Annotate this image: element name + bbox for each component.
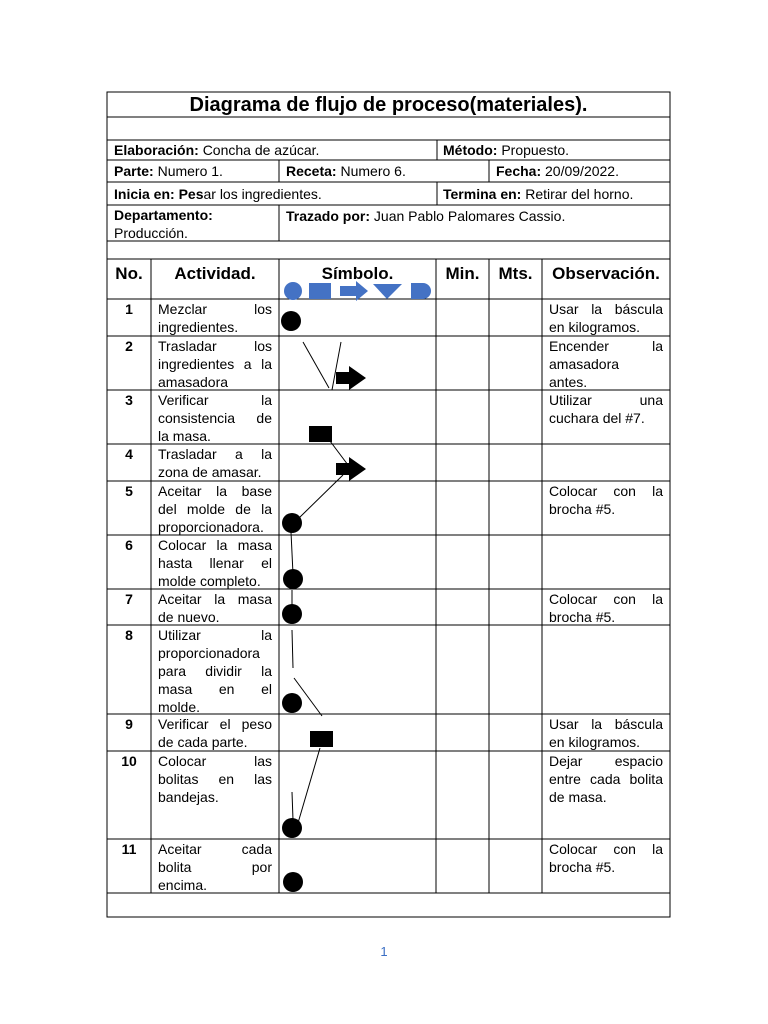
observation-cell (549, 590, 663, 626)
row-number: 10 (121, 753, 137, 769)
elaboracion-value: Concha de azúcar. (202, 142, 320, 158)
row-number: 6 (125, 537, 133, 553)
parte-value: Numero 1. (157, 163, 223, 179)
receta-label: Receta: (286, 163, 337, 179)
activity-line: bandejas. (158, 789, 219, 805)
observation-line: Encender la (549, 338, 663, 354)
observation-line: Colocar con la (549, 591, 663, 607)
flow-line (292, 630, 293, 668)
trazado-value: Juan Pablo Palomares Cassio. (373, 208, 566, 224)
activity-line: Trasladar a la (158, 446, 272, 462)
column-header-no: No. (115, 264, 143, 283)
observation-line: de masa. (549, 789, 607, 805)
page-number: 1 (380, 944, 388, 959)
flow-line (303, 342, 329, 388)
column-header-observacion: Observación. (552, 264, 660, 283)
activity-line: consistencia de (158, 410, 272, 426)
activity-line: Colocar la masa (158, 537, 272, 553)
row-11-operation-icon (283, 872, 303, 892)
activity-line: ingredientes a la (158, 356, 272, 372)
activity-cell (158, 536, 272, 590)
observation-line: en kilogramos. (549, 734, 641, 750)
observation-cell (549, 752, 663, 806)
activity-cell (158, 391, 272, 445)
observation-line: Dejar espacio (549, 753, 663, 769)
activity-cell (158, 626, 272, 716)
activity-line: Aceitar cada (158, 841, 272, 857)
row-2-transport-icon (336, 366, 366, 390)
observation-line: Colocar con la (549, 483, 663, 499)
observation-cell (549, 840, 663, 876)
parte-label: Parte: (114, 163, 154, 179)
fecha-label: Fecha: (496, 163, 542, 179)
elaboracion-label: Elaboración: (114, 142, 199, 158)
row-number: 7 (125, 591, 133, 607)
row-8-operation-icon (282, 693, 302, 713)
activity-cell (158, 590, 272, 626)
column-header-simbolo: Símbolo. (321, 264, 394, 283)
activity-line: bolita por (158, 859, 272, 875)
fecha-value: 20/09/2022. (545, 163, 619, 179)
activity-line: molde. (158, 699, 201, 715)
flow-line (299, 475, 343, 518)
activity-line: Colocar las (158, 753, 272, 769)
observation-line: Colocar con la (549, 841, 663, 857)
observation-line: Utilizar una (549, 392, 663, 408)
activity-line: Mezclar los (158, 301, 272, 317)
flow-line (291, 532, 293, 574)
activity-line: Aceitar la base (158, 483, 272, 499)
metodo-value: Propuesto. (501, 142, 570, 158)
observation-cell (549, 391, 663, 427)
activity-cell (158, 752, 272, 806)
departamento-value: Producción. (114, 225, 188, 241)
activity-line: Verificar el peso (158, 716, 272, 732)
row-number: 5 (125, 483, 133, 499)
row-number: 9 (125, 716, 133, 732)
row-number: 8 (125, 627, 133, 643)
activity-line: amasadora (158, 374, 229, 390)
activity-cell (158, 445, 272, 481)
activity-line: Trasladar los (158, 338, 272, 354)
row-1-operation-icon (281, 311, 301, 331)
observation-cell (549, 482, 663, 518)
activity-cell (158, 482, 272, 536)
termina-label: Termina en: (443, 186, 522, 202)
flow-line (298, 748, 320, 823)
row-number: 4 (125, 446, 133, 462)
activity-line: masa en el (158, 681, 272, 697)
flow-line (292, 792, 293, 820)
trazado-label: Trazado por: (286, 208, 371, 224)
column-header-min: Min. (445, 264, 480, 283)
activity-line: del molde de la (158, 501, 272, 517)
activity-line: para dividir la (158, 663, 272, 679)
observation-line: en kilogramos. (549, 319, 641, 335)
observation-line: brocha #5. (549, 859, 616, 875)
activity-line: de cada parte. (158, 734, 248, 750)
activity-line: Verificar la (158, 392, 272, 408)
row-number: 11 (121, 841, 137, 857)
activity-cell (158, 715, 272, 751)
inicia-value: ar los ingredientes. (203, 186, 322, 202)
row-5-operation-icon (282, 513, 302, 533)
activity-line: molde completo. (158, 573, 261, 589)
row-3-inspection-icon (309, 426, 332, 442)
activity-cell (158, 337, 272, 391)
row-number: 2 (125, 338, 133, 354)
row-7-operation-icon (282, 604, 302, 624)
termina-value: Retirar del horno. (525, 186, 634, 202)
observation-cell (549, 715, 663, 751)
activity-line: Utilizar la (158, 627, 272, 643)
observation-line: brocha #5. (549, 609, 616, 625)
metodo-label: Método: (443, 142, 498, 158)
column-header-actividad: Actividad. (174, 264, 256, 283)
activity-line: ingredientes. (158, 319, 239, 335)
row-10-operation-icon (282, 818, 302, 838)
activity-line: zona de amasar. (158, 464, 262, 480)
activity-line: proporcionadora (158, 645, 260, 661)
activity-line: proporcionadora. (158, 519, 264, 535)
column-header-mts: Mts. (498, 264, 533, 283)
activity-line: Aceitar la masa (158, 591, 272, 607)
activity-line: encima. (158, 877, 208, 893)
observation-line: Usar la báscula (549, 716, 663, 732)
observation-cell (549, 300, 663, 336)
row-6-operation-icon (283, 569, 303, 589)
row-number: 3 (125, 392, 133, 408)
page-title: Diagrama de flujo de proceso(materiales). (189, 94, 588, 116)
flow-line (330, 441, 348, 465)
activity-line: hasta llenar el (158, 555, 272, 571)
activity-line: de nuevo. (158, 609, 220, 625)
row-9-inspection-icon (310, 731, 333, 747)
activity-cell (158, 840, 272, 894)
activity-line: bolitas en las (158, 771, 272, 787)
departamento-label: Departamento: (114, 207, 213, 223)
observation-line: entre cada bolita (549, 771, 663, 787)
observation-line: amasadora (549, 356, 620, 372)
activity-line: la masa. (158, 428, 211, 444)
observation-line: cuchara del #7. (549, 410, 645, 426)
receta-value: Numero 6. (340, 163, 406, 179)
observation-line: brocha #5. (549, 501, 616, 517)
observation-cell (549, 337, 663, 391)
observation-line: antes. (549, 374, 588, 390)
activity-cell (158, 300, 272, 336)
inicia-label: Inicia en: Pes (114, 186, 204, 202)
row-number: 1 (125, 301, 133, 317)
observation-line: Usar la báscula (549, 301, 663, 317)
